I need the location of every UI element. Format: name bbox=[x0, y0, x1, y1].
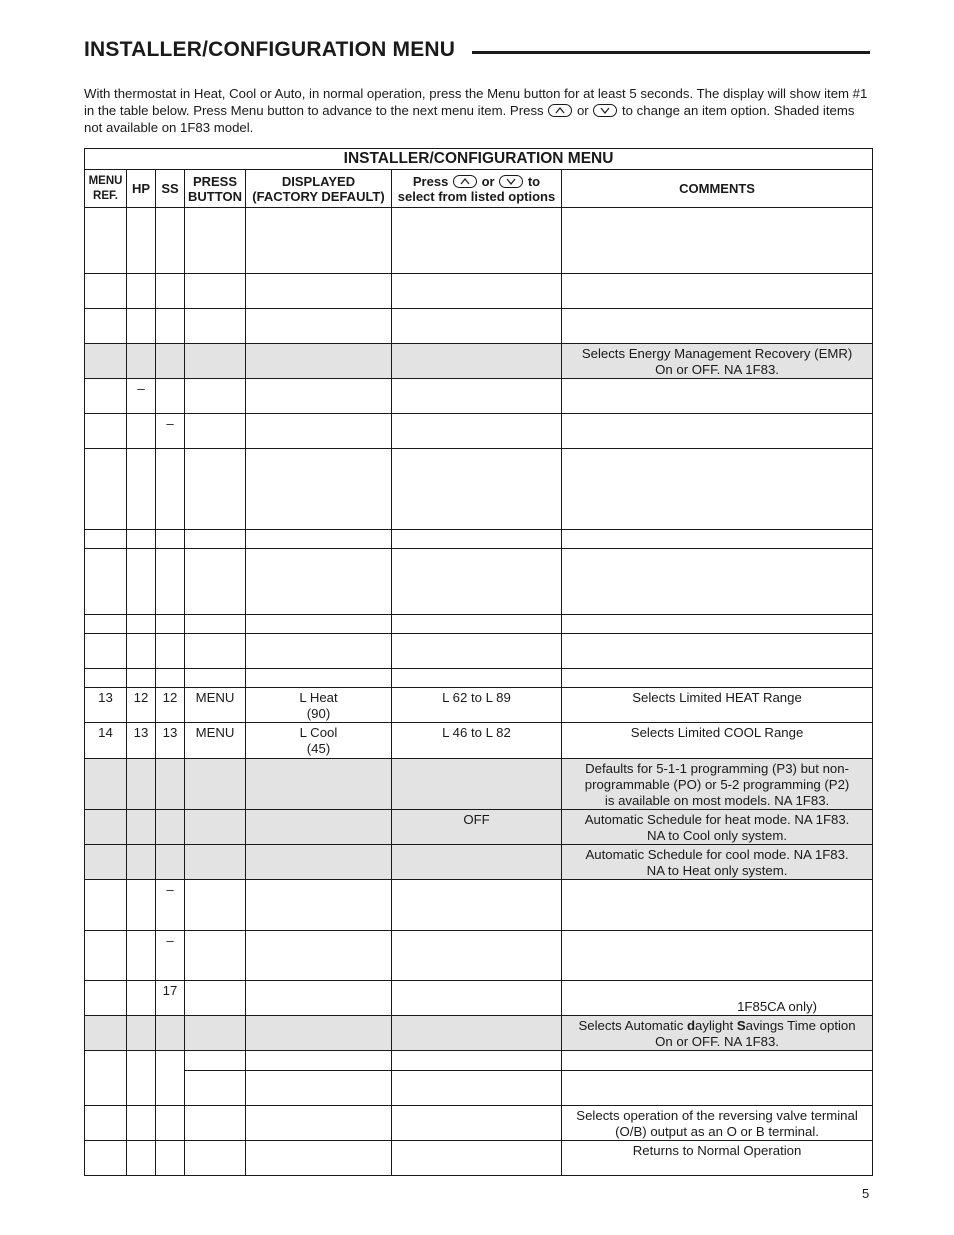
cell-button bbox=[185, 379, 246, 414]
cell-button bbox=[185, 549, 246, 615]
cell-button bbox=[185, 981, 246, 1016]
table-row bbox=[85, 669, 873, 688]
cell-displayed bbox=[246, 880, 392, 931]
cell-displayed bbox=[246, 449, 392, 530]
table-row bbox=[85, 1016, 873, 1051]
cell-displayed bbox=[246, 1051, 392, 1071]
cell-button bbox=[185, 530, 246, 549]
cell-displayed bbox=[246, 1106, 392, 1141]
cell-hp bbox=[127, 530, 156, 549]
table-row bbox=[85, 931, 873, 981]
down-arrow-button-icon bbox=[593, 104, 617, 117]
cell-comments: Selects Limited COOL Range bbox=[562, 723, 873, 759]
intro-or: or bbox=[573, 103, 593, 118]
cell-comments bbox=[562, 449, 873, 530]
cell-ss bbox=[156, 810, 185, 845]
cell-comments bbox=[562, 615, 873, 634]
cell-options bbox=[392, 981, 562, 1016]
cell-ref bbox=[85, 1106, 127, 1141]
cell-comments: Defaults for 5-1-1 programming (P3) but non- programmable (PO) or 5-2 programming (P2) is available on most models. NA 1F83. bbox=[562, 759, 873, 810]
cell-ref bbox=[85, 759, 127, 810]
cell-comments bbox=[562, 1071, 873, 1106]
cell-displayed bbox=[246, 615, 392, 634]
cell-button bbox=[185, 880, 246, 931]
cell-ss bbox=[156, 1051, 185, 1106]
cell-ss bbox=[156, 274, 185, 309]
cell-ss bbox=[156, 549, 185, 615]
cell-hp bbox=[127, 634, 156, 669]
header-comments: COMMENTS bbox=[562, 170, 873, 208]
cell-options bbox=[392, 634, 562, 669]
cell-button bbox=[185, 1106, 246, 1141]
cell-ss bbox=[156, 759, 185, 810]
cell-ss bbox=[156, 1141, 185, 1176]
cell-ref bbox=[85, 344, 127, 379]
cell-hp: – bbox=[127, 379, 156, 414]
table-row bbox=[85, 723, 873, 759]
cell-options bbox=[392, 1141, 562, 1176]
table-row bbox=[85, 309, 873, 344]
cell-options bbox=[392, 931, 562, 981]
cell-displayed bbox=[246, 309, 392, 344]
cell-ref bbox=[85, 931, 127, 981]
cell-ss: – bbox=[156, 931, 185, 981]
table-row bbox=[85, 981, 873, 1016]
cell-ref bbox=[85, 634, 127, 669]
cell-options bbox=[392, 449, 562, 530]
cell-button bbox=[185, 1051, 246, 1071]
cell-ss bbox=[156, 309, 185, 344]
cell-ref bbox=[85, 379, 127, 414]
cell-button bbox=[185, 274, 246, 309]
table-row bbox=[85, 880, 873, 931]
cell-ref: 14 bbox=[85, 723, 127, 759]
cell-comments bbox=[562, 931, 873, 981]
table-row bbox=[85, 1051, 873, 1071]
cell-button: MENU bbox=[185, 723, 246, 759]
cell-hp bbox=[127, 414, 156, 449]
cell-comments bbox=[562, 530, 873, 549]
cell-comments bbox=[562, 309, 873, 344]
cell-hp bbox=[127, 981, 156, 1016]
cell-options bbox=[392, 1051, 562, 1071]
cell-displayed bbox=[246, 208, 392, 274]
cell-button bbox=[185, 208, 246, 274]
cell-comments bbox=[562, 634, 873, 669]
cell-options: OFF bbox=[392, 810, 562, 845]
cell-button bbox=[185, 634, 246, 669]
cell-displayed bbox=[246, 274, 392, 309]
cell-displayed: L Heat (90) bbox=[246, 688, 392, 723]
cell-comments: Automatic Schedule for heat mode. NA 1F83. NA to Cool only system. bbox=[562, 810, 873, 845]
cell-ref bbox=[85, 1141, 127, 1176]
intro-text-2: to change an item option. Shaded items not available on 1F83 model. bbox=[84, 103, 855, 135]
cell-hp bbox=[127, 1051, 156, 1106]
cell-ss bbox=[156, 1106, 185, 1141]
cell-ref bbox=[85, 669, 127, 688]
cell-ref bbox=[85, 880, 127, 931]
cell-ss: 17 bbox=[156, 981, 185, 1016]
cell-hp: 13 bbox=[127, 723, 156, 759]
table-row bbox=[85, 274, 873, 309]
configuration-menu-table bbox=[84, 148, 873, 1176]
cell-ss: 12 bbox=[156, 688, 185, 723]
table-row bbox=[85, 414, 873, 449]
cell-hp bbox=[127, 759, 156, 810]
cell-button bbox=[185, 931, 246, 981]
cell-ss bbox=[156, 669, 185, 688]
intro-text-1: With thermostat in Heat, Cool or Auto, in normal operation, press the Menu button for at least 5 seconds. The display will show item #1 in the table below. Press Menu button to advance to the next menu item. Press bbox=[84, 86, 868, 118]
table-row bbox=[85, 615, 873, 634]
table-title: INSTALLER/CONFIGURATION MENU bbox=[85, 149, 873, 170]
cell-hp bbox=[127, 309, 156, 344]
cell-displayed bbox=[246, 344, 392, 379]
cell-button bbox=[185, 759, 246, 810]
cell-comments bbox=[562, 414, 873, 449]
cell-ref bbox=[85, 208, 127, 274]
cell-ref bbox=[85, 274, 127, 309]
header-hp: HP bbox=[127, 170, 156, 208]
cell-ref bbox=[85, 615, 127, 634]
cell-options: L 46 to L 82 bbox=[392, 723, 562, 759]
header-press-options: Press or to select from listed options bbox=[392, 170, 562, 208]
cell-options bbox=[392, 1016, 562, 1051]
cell-ss: – bbox=[156, 414, 185, 449]
cell-ss bbox=[156, 208, 185, 274]
cell-hp: 12 bbox=[127, 688, 156, 723]
table-row bbox=[85, 208, 873, 274]
cell-displayed bbox=[246, 414, 392, 449]
table-row bbox=[85, 688, 873, 723]
cell-ref bbox=[85, 1051, 127, 1106]
cell-ss: – bbox=[156, 880, 185, 931]
cell-button bbox=[185, 1071, 246, 1106]
cell-hp bbox=[127, 208, 156, 274]
cell-options bbox=[392, 549, 562, 615]
table-row bbox=[85, 379, 873, 414]
cell-hp bbox=[127, 669, 156, 688]
cell-ss bbox=[156, 449, 185, 530]
cell-ref bbox=[85, 414, 127, 449]
table-header-row bbox=[85, 170, 873, 208]
cell-options: L 62 to L 89 bbox=[392, 688, 562, 723]
cell-displayed bbox=[246, 634, 392, 669]
table-row bbox=[85, 1141, 873, 1176]
cell-options bbox=[392, 1071, 562, 1106]
cell-button bbox=[185, 449, 246, 530]
table-row bbox=[85, 759, 873, 810]
cell-comments: Returns to Normal Operation bbox=[562, 1141, 873, 1176]
cell-displayed bbox=[246, 1141, 392, 1176]
cell-displayed bbox=[246, 810, 392, 845]
cell-button: MENU bbox=[185, 688, 246, 723]
cell-hp bbox=[127, 274, 156, 309]
cell-button bbox=[185, 344, 246, 379]
cell-options bbox=[392, 530, 562, 549]
cell-ref bbox=[85, 549, 127, 615]
cell-options bbox=[392, 759, 562, 810]
cell-hp bbox=[127, 931, 156, 981]
table-row bbox=[85, 530, 873, 549]
cell-button bbox=[185, 1016, 246, 1051]
cell-hp bbox=[127, 449, 156, 530]
cell-options bbox=[392, 669, 562, 688]
cell-comments: Selects Energy Management Recovery (EMR) On or OFF. NA 1F83. bbox=[562, 344, 873, 379]
cell-options bbox=[392, 344, 562, 379]
cell-options bbox=[392, 309, 562, 344]
cell-hp bbox=[127, 1106, 156, 1141]
cell-ss: 13 bbox=[156, 723, 185, 759]
table-row bbox=[85, 549, 873, 615]
page-title: INSTALLER/CONFIGURATION MENU bbox=[84, 38, 456, 61]
up-arrow-button-icon bbox=[453, 175, 477, 188]
intro-paragraph bbox=[84, 85, 874, 136]
cell-hp bbox=[127, 845, 156, 880]
cell-ref bbox=[85, 530, 127, 549]
cell-hp bbox=[127, 1141, 156, 1176]
cell-ss bbox=[156, 615, 185, 634]
cell-ref bbox=[85, 1016, 127, 1051]
table-row bbox=[85, 634, 873, 669]
cell-ref bbox=[85, 449, 127, 530]
cell-displayed: L Cool (45) bbox=[246, 723, 392, 759]
cell-hp bbox=[127, 1016, 156, 1051]
cell-hp bbox=[127, 810, 156, 845]
cell-displayed bbox=[246, 669, 392, 688]
cell-button bbox=[185, 810, 246, 845]
cell-ss bbox=[156, 530, 185, 549]
cell-comments bbox=[562, 669, 873, 688]
cell-displayed bbox=[246, 759, 392, 810]
table-row bbox=[85, 449, 873, 530]
cell-ref bbox=[85, 845, 127, 880]
cell-ss bbox=[156, 845, 185, 880]
cell-options bbox=[392, 880, 562, 931]
cell-comments: 1F85CA only) bbox=[562, 981, 873, 1016]
cell-button bbox=[185, 414, 246, 449]
cell-options bbox=[392, 615, 562, 634]
cell-ss bbox=[156, 1016, 185, 1051]
cell-comments bbox=[562, 208, 873, 274]
header-menu-ref: MENU REF. bbox=[85, 170, 127, 208]
cell-button bbox=[185, 845, 246, 880]
cell-ss bbox=[156, 379, 185, 414]
cell-options bbox=[392, 414, 562, 449]
cell-ref bbox=[85, 309, 127, 344]
table-row bbox=[85, 1106, 873, 1141]
up-arrow-button-icon bbox=[548, 104, 572, 117]
cell-comments bbox=[562, 880, 873, 931]
cell-displayed bbox=[246, 549, 392, 615]
cell-ref bbox=[85, 981, 127, 1016]
cell-button bbox=[185, 1141, 246, 1176]
cell-options bbox=[392, 1106, 562, 1141]
table-row bbox=[85, 1071, 873, 1106]
table-row bbox=[85, 845, 873, 880]
cell-options bbox=[392, 845, 562, 880]
title-rule bbox=[472, 51, 870, 54]
cell-displayed bbox=[246, 845, 392, 880]
title-row bbox=[84, 38, 872, 68]
cell-hp bbox=[127, 615, 156, 634]
cell-button bbox=[185, 615, 246, 634]
cell-hp bbox=[127, 344, 156, 379]
cell-hp bbox=[127, 880, 156, 931]
cell-options bbox=[392, 208, 562, 274]
table-row bbox=[85, 344, 873, 379]
cell-displayed bbox=[246, 1071, 392, 1106]
cell-button bbox=[185, 309, 246, 344]
cell-ss bbox=[156, 344, 185, 379]
cell-ref bbox=[85, 810, 127, 845]
cell-options bbox=[392, 274, 562, 309]
cell-comments: Selects operation of the reversing valve terminal (O/B) output as an O or B terminal. bbox=[562, 1106, 873, 1141]
cell-comments: Selects Automatic daylight Savings Time option On or OFF. NA 1F83. bbox=[562, 1016, 873, 1051]
header-ss: SS bbox=[156, 170, 185, 208]
cell-options bbox=[392, 379, 562, 414]
cell-hp bbox=[127, 549, 156, 615]
cell-comments bbox=[562, 274, 873, 309]
header-press-button: PRESS BUTTON bbox=[185, 170, 246, 208]
cell-displayed bbox=[246, 379, 392, 414]
cell-button bbox=[185, 669, 246, 688]
page-number: 5 bbox=[862, 1186, 870, 1201]
cell-comments bbox=[562, 549, 873, 615]
cell-displayed bbox=[246, 931, 392, 981]
header-displayed: DISPLAYED (FACTORY DEFAULT) bbox=[246, 170, 392, 208]
down-arrow-button-icon bbox=[499, 175, 523, 188]
cell-comments: Automatic Schedule for cool mode. NA 1F83. NA to Heat only system. bbox=[562, 845, 873, 880]
cell-displayed bbox=[246, 1016, 392, 1051]
cell-comments bbox=[562, 379, 873, 414]
cell-ref: 13 bbox=[85, 688, 127, 723]
cell-comments bbox=[562, 1051, 873, 1071]
table-row bbox=[85, 810, 873, 845]
cell-comments: Selects Limited HEAT Range bbox=[562, 688, 873, 723]
cell-ss bbox=[156, 634, 185, 669]
cell-displayed bbox=[246, 530, 392, 549]
cell-displayed bbox=[246, 981, 392, 1016]
